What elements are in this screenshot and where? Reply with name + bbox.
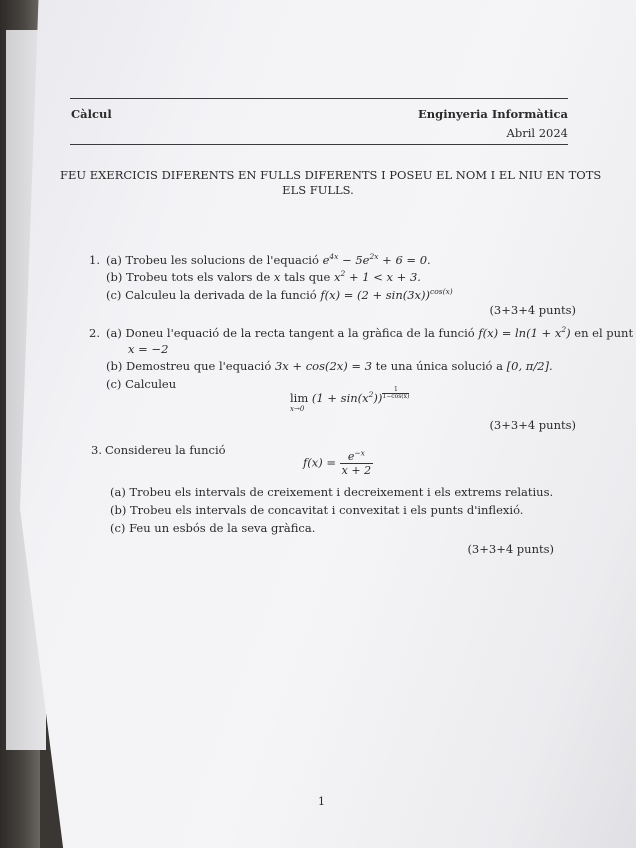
equation: $e^{4x} - 5e^{2x} + 6 = 0$.: [322, 252, 431, 267]
problem-1-points: (3+3+4 punts): [489, 303, 576, 317]
part-label: (a): [110, 485, 126, 499]
lim-word: lim: [290, 391, 309, 405]
problem-2a: [106, 326, 633, 340]
exam-date: Abril 2024: [506, 126, 568, 140]
instructions-line-2: ELS FULLS.: [282, 183, 354, 197]
problem-1b: [106, 270, 421, 284]
inequality: $x^2 + 1 < x + 3$.: [334, 269, 421, 284]
header-top-rule: [70, 98, 568, 99]
instructions-line-1: FEU EXERCICIS DIFERENTS EN FULLS DIFERENTS I POSEU EL NOM I EL NIU EN TOTS: [60, 168, 602, 182]
part-label: (a): [106, 326, 122, 340]
problem-3-function: [303, 450, 373, 477]
limit-expression: [290, 386, 410, 405]
equation: 3x + cos(2x) = 3: [274, 359, 373, 373]
problem-2-number: 2.: [89, 326, 100, 340]
part-label: (c): [106, 288, 122, 302]
problem-1c: [106, 288, 453, 302]
limit-subscript: x→0: [290, 405, 305, 413]
part-text-2: te una única solució a: [375, 359, 503, 373]
problem-3-points: (3+3+4 punts): [467, 542, 554, 556]
part-text: Demostreu que l'equació: [126, 359, 272, 373]
part-text: Calculeu la derivada de la funció: [125, 288, 317, 302]
part-label: (b): [110, 503, 127, 517]
part-text: Trobeu els intervals de creixement i decreixement i els extrems relatius.: [129, 485, 554, 499]
part-label: (c): [106, 377, 122, 391]
course-title: Càlcul: [71, 107, 112, 121]
part-label: (b): [106, 270, 123, 284]
degree-title: Enginyeria Informàtica: [418, 107, 568, 121]
part-text: Feu un esbós de la seva gràfica.: [129, 521, 316, 535]
part-label: (c): [110, 521, 126, 535]
problem-1-number: 1.: [89, 253, 100, 267]
function-expression: $f(x) = \ln(1 + x^2)$: [478, 325, 571, 340]
part-text: Calculeu: [125, 377, 177, 391]
page-number: 1: [318, 795, 325, 808]
part-text-2: tals que: [284, 270, 331, 284]
exponent-denominator: 1−cos(x): [382, 393, 410, 400]
part-text: Trobeu les solucions de l'equació: [125, 253, 319, 267]
limit-body: $(1 + \sin(x^2))$: [311, 390, 383, 405]
problem-3b: [110, 503, 523, 517]
header-bottom-rule: [70, 144, 568, 145]
function-fraction: [340, 450, 373, 477]
part-text: Doneu l'equació de la recta tangent a la gràfica de la funció: [125, 326, 475, 340]
part-label: (a): [106, 253, 122, 267]
function-lhs: f(x) =: [303, 455, 337, 470]
function-expression: $f(x) = (2 + \sin(3x))^{cos(x)}$: [320, 287, 453, 302]
problem-2-points: (3+3+4 punts): [489, 418, 576, 432]
part-text-2: en el punt: [574, 326, 634, 340]
problem-2a-point: x = −2: [128, 342, 169, 356]
problem-1a: [106, 253, 431, 267]
part-label: (b): [106, 359, 123, 373]
problem-3a: [110, 485, 553, 499]
variable: x: [273, 270, 281, 284]
part-text: Trobeu tots els valors de: [126, 270, 271, 284]
fraction-numerator: $e^{-x}$: [340, 450, 373, 464]
problem-2c: [106, 377, 176, 391]
part-text: Trobeu els intervals de concavitat i convexitat i els punts d'inflexió.: [130, 503, 524, 517]
problem-3c: [110, 521, 315, 535]
problem-3-intro: Considereu la funció: [105, 443, 226, 457]
fraction-denominator: x + 2: [341, 464, 372, 477]
exponent-numerator: 1: [382, 387, 409, 394]
problem-2b: [106, 359, 553, 373]
interval: [0, π/2].: [506, 359, 553, 373]
problem-3-number: 3.: [91, 443, 102, 457]
limit-exponent: [382, 387, 409, 400]
